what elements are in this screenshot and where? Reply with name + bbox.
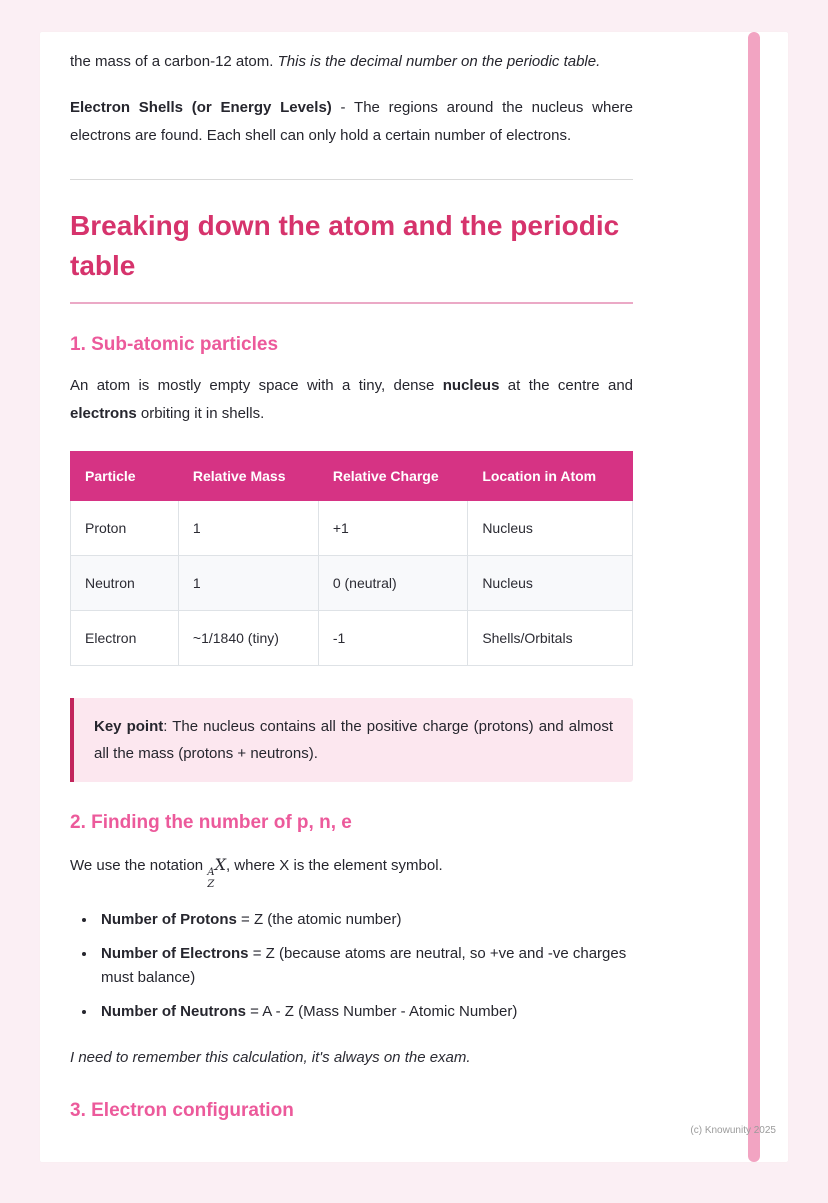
table-row-proton [71,501,633,556]
intro-italic-text: This is the decimal number on the periodic table. [277,53,601,70]
table-cell: Electron [71,611,179,666]
watermark: (c) Knowunity 2025 [690,1125,776,1137]
table-cell: 1 [178,556,318,611]
s1-text-2: at the centre and [499,376,634,394]
key-point-callout [70,698,633,782]
key-point-text: : The nucleus contains all the positive charge (protons) and almost all the mass (protons + neutrons). [94,718,613,763]
column-header-relative-charge: Relative Charge [318,452,467,501]
notation-paragraph [70,850,633,890]
section-divider [70,179,633,180]
table-cell: Proton [71,501,179,556]
section-1-heading: 1. Sub-atomic particles [70,333,279,355]
electrons-rule-text: = Z (because atoms are neutral, so +ve and -ve charges must balance) [101,945,627,987]
isotope-notation [207,855,226,890]
section-2-heading: 2. Finding the number of p, n, e [70,812,352,834]
s1-text-3: orbiting it in shells. [136,404,265,422]
table-cell: ~1/1840 (tiny) [178,611,318,666]
notation-atomic-number: Z [207,878,215,890]
column-header-particle: Particle [71,452,179,501]
pink-accent-strip [748,32,760,1162]
notation-text-pre: We use the notation [70,857,208,875]
neutrons-rule-text: = A - Z (Mass Number - Atomic Number) [246,1003,518,1021]
table-row-neutron [71,556,633,611]
personal-note: I need to remember this calculation, it's always on the exam. [70,1049,471,1067]
s1-bold-electrons: electrons [70,404,137,422]
protons-rule-text: = Z (the atomic number) [236,911,402,929]
s1-bold-nucleus: nucleus [442,376,500,394]
key-point-label: Key point [94,718,164,736]
column-header-relative-mass: Relative Mass [178,452,318,501]
neutrons-rule-label: Number of Neutrons [101,1003,247,1021]
s1-text-1: An atom is mostly empty space with a tiny, dense [70,376,443,394]
intro-paragraph [70,48,633,76]
document-content [40,32,788,1162]
section-3-heading: 3. Electron configuration [70,1100,294,1122]
table-cell: -1 [318,611,467,666]
table-cell: 1 [178,501,318,556]
particles-table [70,451,633,666]
table-cell: Nucleus [468,556,633,611]
page-title: Breaking down the atom and the periodic table [70,206,633,304]
pne-rules-list [70,908,633,1024]
table-cell: +1 [318,501,467,556]
table-cell: Shells/Orbitals [468,611,633,666]
list-item-neutrons [97,1000,633,1024]
intro-text: the mass of a carbon-12 atom. [70,53,278,70]
notation-element-symbol: X [214,855,226,875]
electron-shells-paragraph [70,94,633,150]
section-1-paragraph [70,372,633,428]
notation-text-post: , where X is the element symbol. [225,857,443,875]
table-cell: Neutron [71,556,179,611]
list-item-protons [97,908,633,932]
table-row-electron [71,611,633,666]
table-cell: Nucleus [468,501,633,556]
notation-mass-number: A [207,867,215,879]
electrons-rule-label: Number of Electrons [101,945,249,963]
electron-shells-term: Electron Shells (or Energy Levels) [70,98,332,116]
column-header-location: Location in Atom [468,452,633,501]
document-card [40,32,788,1162]
table-header-row [71,452,633,501]
table-cell: 0 (neutral) [318,556,467,611]
protons-rule-label: Number of Protons [101,911,237,929]
list-item-electrons [97,942,633,990]
notation-scripts [207,867,214,890]
electron-shells-definition: - The regions around the nucleus where electrons are found. Each shell can only hold a certain number of electrons. [70,98,633,144]
